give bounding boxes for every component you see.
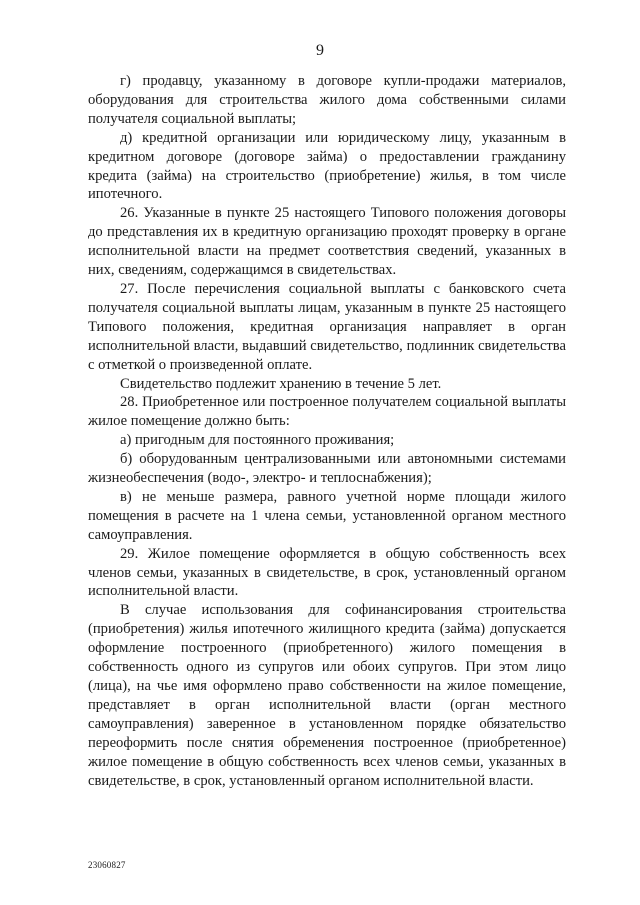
paragraph-d-credit-org: д) кредитной организации или юридическому лицу, указанным в кредитном договоре (договоре займа) о предоставлении гражданину кредита (займа) на строительство (приобретение) жилья, в том числе ипотечного. <box>88 129 566 203</box>
document-code: 23060827 <box>88 860 126 870</box>
paragraph-27: 27. После перечисления социальной выплаты с банковского счета получателя социальной выплаты лицам, указанным в пункте 25 настоящего Типового положения, кредитная организация направляет в орган исполнительной власти, выдавший свидетельство, подлинник свидетельства с отметкой о произведенной оплате. <box>88 280 566 373</box>
paragraph-29: 29. Жилое помещение оформляется в общую собственность всех членов семьи, указанных в свидетельстве, в срок, установленный органом исполнительной власти. <box>88 545 566 600</box>
paragraph-28-v: в) не меньше размера, равного учетной норме площади жилого помещения в расчете на 1 члена семьи, установленной органом местного самоуправления. <box>88 488 566 543</box>
paragraph-28: 28. Приобретенное или построенное получателем социальной выплаты жилое помещение должно быть: <box>88 394 566 430</box>
paragraph-storage-term: Свидетельство подлежит хранению в течение 5 лет. <box>120 375 442 392</box>
page-number: 9 <box>316 42 324 59</box>
document-body <box>88 72 566 790</box>
paragraph-26: 26. Указанные в пункте 25 настоящего Типового положения договоры до представления их в кредитную организацию проходят проверку в органе исполнительной власти на предмет соответствия сведений, указанных в них, сведениям, содержащимся в свидетельствах. <box>88 205 566 279</box>
paragraph-g-seller: г) продавцу, указанному в договоре купли-продажи материалов, оборудования для строительства жилого дома собственными силами получателя социальной выплаты; <box>88 73 566 127</box>
paragraph-mortgage-case: В случае использования для софинансирования строительства (приобретения) жилья ипотечного жилищного кредита (займа) допускается оформление построенного (приобретенного) жилого помещения в собственность одного из супругов или обоих супругов. При этом лицо (лица), на чье имя оформлено право собственности на жилое помещение, представляет в орган исполнительной власти (орган местного самоуправления) заверенное в установленном порядке обязательство переоформить после снятия обременения построенное (приобретенное) жилое помещение в общую собственность всех членов семьи, указанных в свидетельстве, в срок, установленный органом исполнительной власти. <box>88 602 566 789</box>
paragraph-28-a: а) пригодным для постоянного проживания; <box>120 432 395 449</box>
paragraph-28-b: б) оборудованным централизованными или автономными системами жизнеобеспечения (водо-, электро- и теплоснабжения); <box>88 451 566 487</box>
